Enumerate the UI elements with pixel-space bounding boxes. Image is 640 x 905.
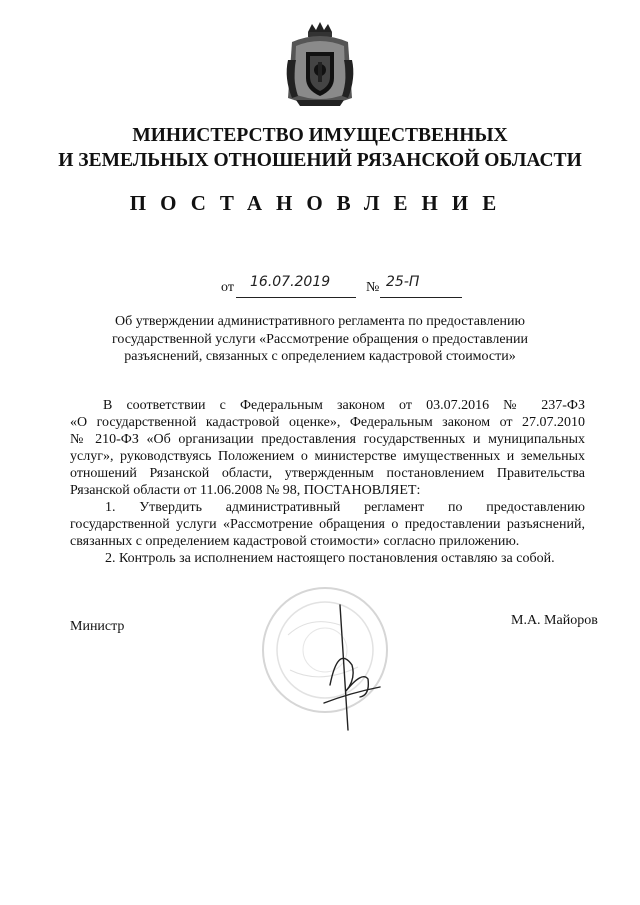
handwritten-number: 25-П [386, 274, 420, 290]
handwritten-date: 16.07.2019 [250, 274, 331, 290]
number-label: № [366, 280, 380, 295]
subject-line: разъяснений, связанных с определением кадастровой стоимости» [124, 349, 516, 364]
document-type-title: ПОСТАНОВЛЕНИЕ [129, 191, 511, 215]
subject-line: государственной услуги «Рассмотрение обращения о предоставлении [111, 331, 529, 347]
body-line: В соответствии с Федеральным законом от 03.07.2016 № 237-ФЗ [103, 398, 585, 413]
body-line: отношений Рязанской области, утвержденным постановлением Правительства [70, 466, 585, 481]
body-line: Рязанской области от 11.06.2008 № 98, ПОСТАНОВЛЯЕТ: [70, 483, 421, 498]
body-line: 2. Контроль за исполнением настоящего постановления оставляю за собой. [105, 551, 555, 566]
ministry-name-line2: И ЗЕМЕЛЬНЫХ ОТНОШЕНИЙ РЯЗАНСКОЙ ОБЛАСТИ [58, 150, 582, 171]
body-line: «О государственной кадастровой оценке», Федеральным законом от 27.07.2010 [70, 415, 585, 430]
signer-name: М.А. Майоров [511, 613, 598, 628]
coat-of-arms-emblem [282, 20, 358, 110]
body-line: государственной услуги «Рассмотрение обращения о предоставлении разъяснений, [70, 517, 585, 532]
body-line: связанных с определением кадастровой стоимости» согласно приложению. [70, 534, 520, 549]
date-from-label: от [221, 280, 234, 295]
body-line: 1. Утвердить административный регламент по предоставлению [105, 500, 585, 515]
body-line: услуг», руководствуясь Положением о министерстве имущественных и земельных [70, 449, 585, 464]
ministry-name-line1: МИНИСТЕРСТВО ИМУЩЕСТВЕННЫХ [132, 125, 508, 146]
decree-subject [60, 313, 580, 366]
number-underline [380, 297, 462, 298]
date-underline [236, 297, 356, 298]
signer-position: Министр [70, 619, 125, 634]
body-line: № 210-ФЗ «Об организации предоставления государственных и муниципальных [70, 432, 585, 447]
official-stamp-and-signature [240, 575, 430, 745]
subject-line: Об утверждении административного регламента по предоставлению [115, 314, 525, 329]
